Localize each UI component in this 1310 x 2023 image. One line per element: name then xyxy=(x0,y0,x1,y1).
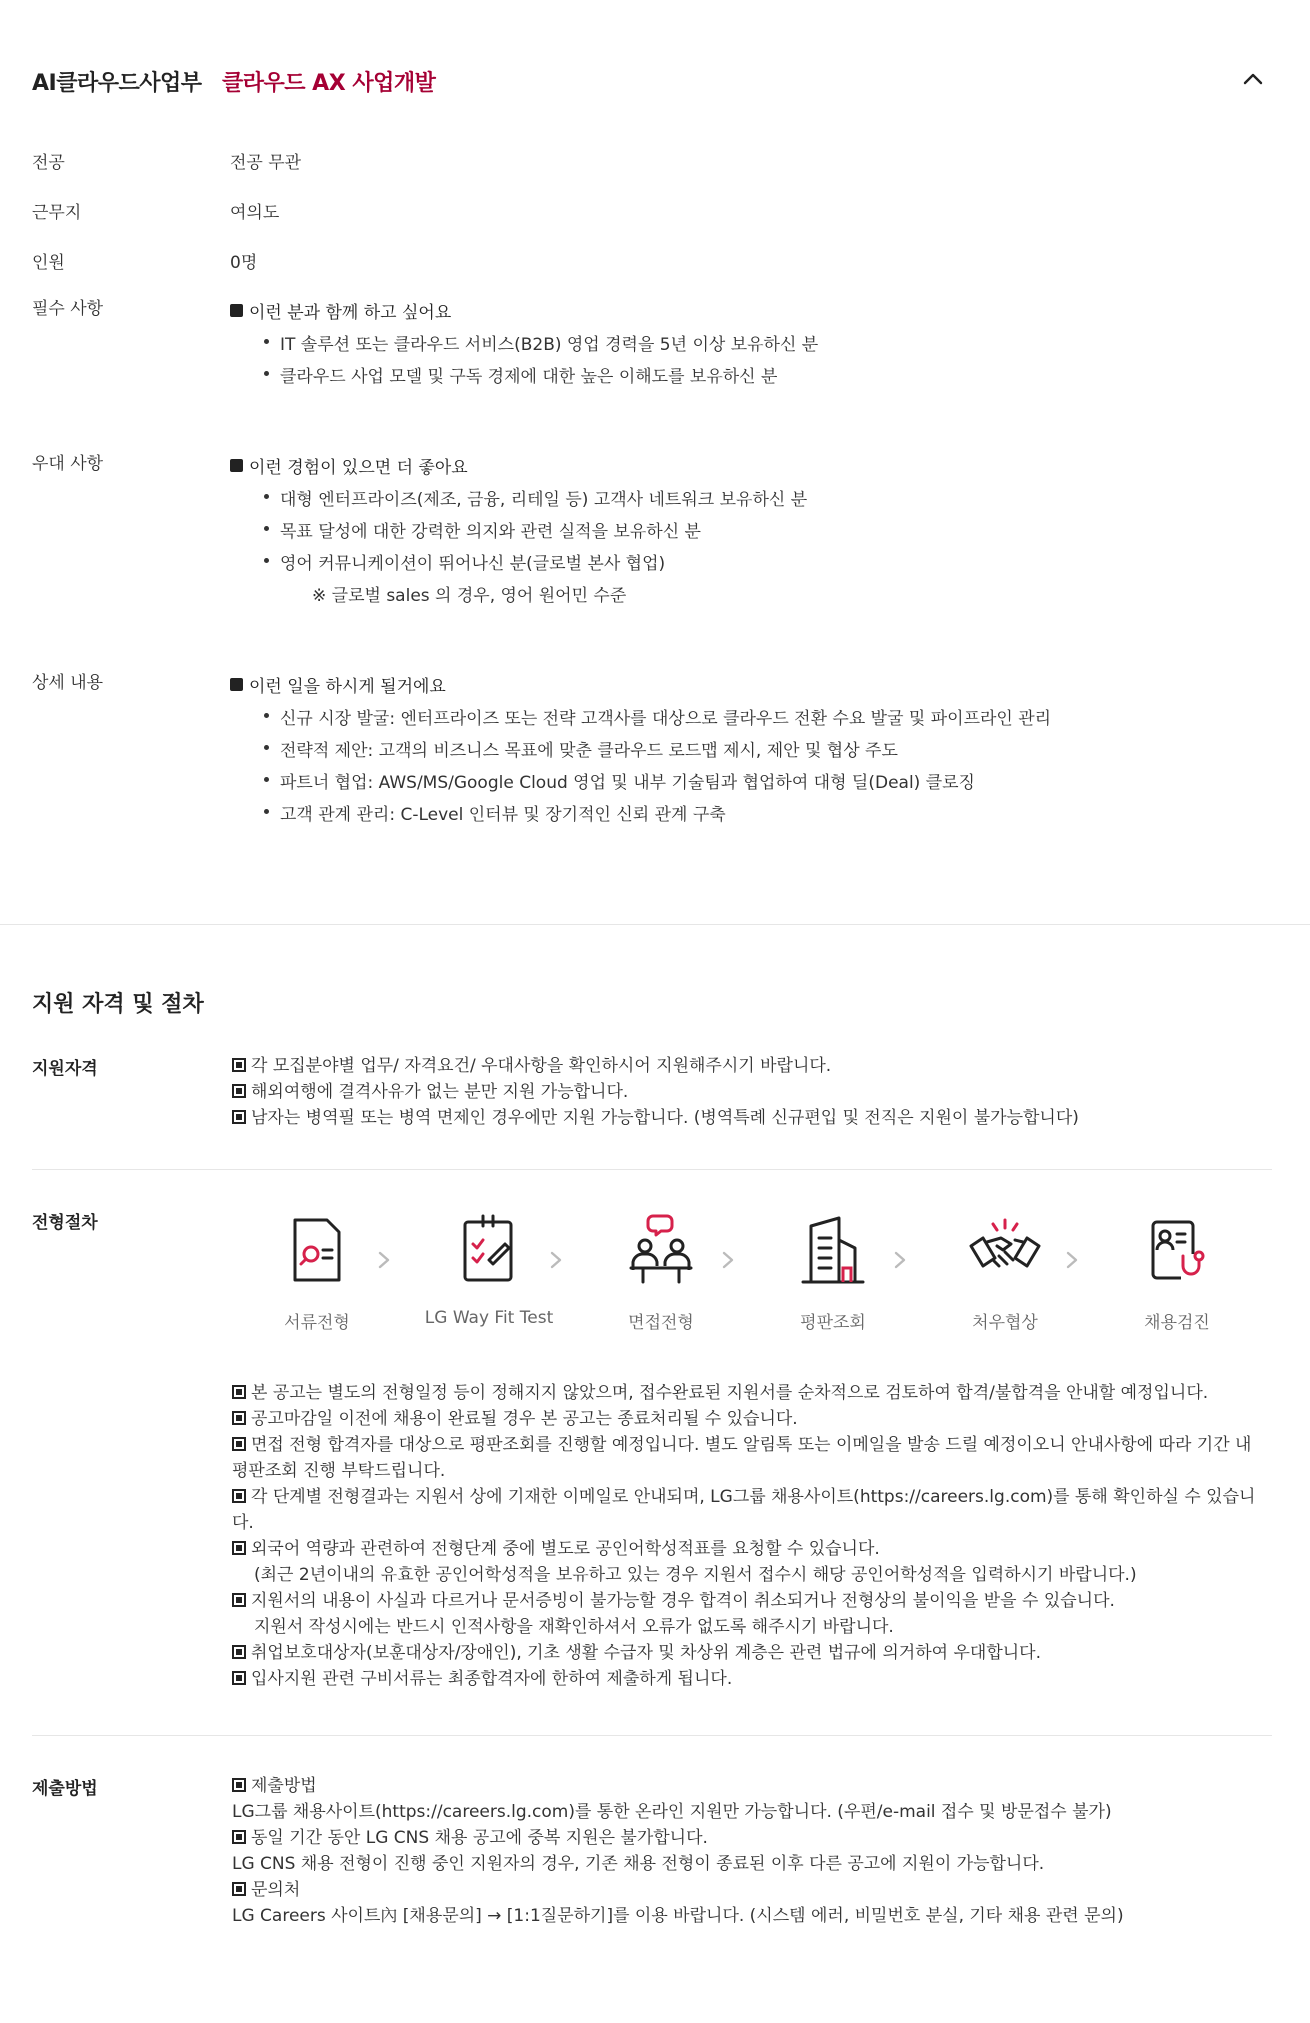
details-item: 파트너 협업: AWS/MS/Google Cloud 영업 및 내부 기술팀과 협업하여 대형 딜(Deal) 클로징 xyxy=(280,768,975,793)
process-notes xyxy=(232,1380,1272,1692)
details-item: 고객 관계 관리: C-Level 인터뷰 및 장기적인 신뢰 관계 구축 xyxy=(280,800,726,825)
building-icon xyxy=(793,1210,873,1290)
process-note xyxy=(232,1536,1272,1562)
details-title xyxy=(230,672,446,697)
checkbox-bullet-icon xyxy=(232,1541,246,1555)
checkbox-bullet-icon xyxy=(232,1058,246,1072)
eligibility-line-text: 각 모집분야별 업무/ 자격요건/ 우대사항을 확인하시어 지원해주시기 바랍니다. xyxy=(251,1056,832,1076)
chevron-right-icon xyxy=(546,1250,566,1270)
eligibility-line xyxy=(232,1053,1272,1079)
required-item: 클라우드 사업 모델 및 구독 경제에 대한 높은 이해도를 보유하신 분 xyxy=(280,362,777,387)
process-step-label: 처우협상 xyxy=(972,1313,1038,1333)
checkbox-bullet-icon xyxy=(232,1882,246,1896)
process-step xyxy=(1092,1210,1262,1333)
checkbox-bullet-icon xyxy=(232,1645,246,1659)
eligibility-text xyxy=(232,1053,1272,1131)
eligibility-line xyxy=(232,1079,1272,1105)
preferred-section xyxy=(32,449,1272,619)
document-search-icon xyxy=(277,1210,357,1290)
details-section xyxy=(32,668,1272,838)
location-label: 근무지 xyxy=(32,203,82,223)
submission-label: 제출방법 xyxy=(32,1779,98,1799)
submission-line xyxy=(232,1851,1272,1877)
process-note xyxy=(232,1380,1272,1406)
submission-line-text: 동일 기간 동안 LG CNS 채용 공고에 중복 지원은 불가합니다. xyxy=(251,1828,708,1848)
major-label: 전공 xyxy=(32,153,65,173)
chevron-up-icon xyxy=(1243,73,1263,85)
checkbox-bullet-icon xyxy=(232,1593,246,1607)
required-title xyxy=(230,298,451,323)
section-divider xyxy=(0,924,1310,925)
checkbox-bullet-icon xyxy=(232,1437,246,1451)
square-bullet-icon xyxy=(230,459,243,472)
checkbox-bullet-icon xyxy=(232,1385,246,1399)
section-title: 지원 자격 및 절차 xyxy=(32,992,204,1017)
process-step-label: 채용검진 xyxy=(1144,1313,1210,1333)
submission-text xyxy=(232,1773,1272,1929)
process-step xyxy=(748,1210,918,1333)
process-note xyxy=(232,1614,1272,1640)
preferred-item: 영어 커뮤니케이션이 뛰어나신 분(글로벌 본사 협업) xyxy=(280,549,665,574)
process-step-label: 서류전형 xyxy=(284,1313,350,1333)
job-department: AI클라우드사업부 xyxy=(32,71,202,96)
headcount-value: 0명 xyxy=(230,253,258,273)
submission-line-text: 문의처 xyxy=(251,1880,301,1900)
process-note xyxy=(232,1640,1272,1666)
process-note xyxy=(232,1406,1272,1432)
submission-line xyxy=(232,1903,1272,1929)
checkbox-bullet-icon xyxy=(232,1084,246,1098)
details-label: 상세 내용 xyxy=(32,673,104,693)
square-bullet-icon xyxy=(230,304,243,317)
process-step xyxy=(920,1210,1090,1333)
eligibility-label: 지원자격 xyxy=(32,1059,98,1079)
eligibility-line-text: 해외여행에 결격사유가 없는 분만 지원 가능합니다. xyxy=(251,1082,629,1102)
chevron-right-icon xyxy=(374,1250,394,1270)
headcount-label: 인원 xyxy=(32,253,65,273)
process-note-text: 외국어 역량과 관련하여 전형단계 중에 별도로 공인어학성적표를 요청할 수 있습니다. xyxy=(251,1539,880,1559)
process-note-text: 면접 전형 합격자를 대상으로 평판조회를 진행할 예정입니다. 별도 알림톡 또는 이메일을 발송 드릴 예정이오니 안내사항에 따라 기간 내 평판조회 진행 부탁드립니다. xyxy=(232,1435,1252,1481)
major-value: 전공 무관 xyxy=(230,153,302,173)
preferred-note: ※ 글로벌 sales 의 경우, 영어 원어민 수준 xyxy=(312,586,627,606)
eligibility-line xyxy=(232,1105,1272,1131)
details-title-text: 이런 일을 하시게 될거에요 xyxy=(249,677,446,697)
job-header xyxy=(32,66,1270,96)
preferred-title-text: 이런 경험이 있으면 더 좋아요 xyxy=(249,458,468,478)
process-label: 전형절차 xyxy=(32,1213,98,1233)
submission-line xyxy=(232,1799,1272,1825)
details-item: 신규 시장 발굴: 엔터프라이즈 또는 전략 고객사를 대상으로 클라우드 전환 수요 발굴 및 파이프라인 관리 xyxy=(280,704,1051,729)
required-label: 필수 사항 xyxy=(32,299,104,319)
checkbox-bullet-icon xyxy=(232,1489,246,1503)
test-checklist-icon xyxy=(449,1210,529,1290)
submission-line-text: LG Careers 사이트內 [채용문의] → [1:1질문하기]를 이용 바랍니다. (시스템 에러, 비밀번호 분실, 기타 채용 관련 문의) xyxy=(232,1906,1124,1926)
square-bullet-icon xyxy=(230,678,243,691)
process-note-text: 입사지원 관련 구비서류는 최종합격자에 한하여 제출하게 됩니다. xyxy=(251,1669,733,1689)
required-title-text: 이런 분과 함께 하고 싶어요 xyxy=(249,303,452,323)
process-note-text: 지원서의 내용이 사실과 다르거나 문서증빙이 불가능할 경우 합격이 취소되거나 전형상의 불이익을 받을 수 있습니다. xyxy=(251,1591,1115,1611)
submission-line xyxy=(232,1825,1272,1851)
process-note xyxy=(232,1666,1272,1692)
location-value: 여의도 xyxy=(230,203,280,223)
preferred-label: 우대 사항 xyxy=(32,454,104,474)
process-note-text: (최근 2년이내의 유효한 공인어학성적을 보유하고 있는 경우 지원서 접수시 해당 공인어학성적을 입력하시기 바랍니다.) xyxy=(254,1565,1137,1585)
chevron-right-icon xyxy=(718,1250,738,1270)
checkbox-bullet-icon xyxy=(232,1411,246,1425)
process-steps xyxy=(232,1210,1272,1340)
process-note xyxy=(232,1588,1272,1614)
process-note xyxy=(232,1562,1272,1588)
preferred-item: 목표 달성에 대한 강력한 의지와 관련 실적을 보유하신 분 xyxy=(280,517,701,542)
checkbox-bullet-icon xyxy=(232,1671,246,1685)
process-note-text: 본 공고는 별도의 전형일정 등이 정해지지 않았으며, 접수완료된 지원서를 순차적으로 검토하여 합격/불합격을 안내할 예정입니다. xyxy=(251,1383,1209,1403)
process-step xyxy=(576,1210,746,1333)
process-step-label: LG Way Fit Test xyxy=(424,1308,554,1328)
submission-line xyxy=(232,1877,1272,1903)
medical-check-icon xyxy=(1137,1210,1217,1290)
section-divider xyxy=(32,1735,1272,1736)
handshake-icon xyxy=(965,1210,1045,1290)
process-step-label: 면접전형 xyxy=(628,1313,694,1333)
process-note-text: 취업보호대상자(보훈대상자/장애인), 기초 생활 수급자 및 차상위 계층은 관련 법규에 의거하여 우대합니다. xyxy=(251,1643,1041,1663)
process-step xyxy=(232,1210,402,1333)
preferred-title xyxy=(230,453,468,478)
process-note-text: 공고마감일 이전에 채용이 완료될 경우 본 공고는 종료처리될 수 있습니다. xyxy=(251,1409,798,1429)
submission-line-text: 제출방법 xyxy=(251,1776,317,1796)
checkbox-bullet-icon xyxy=(232,1830,246,1844)
interview-icon xyxy=(621,1210,701,1290)
chevron-right-icon xyxy=(890,1250,910,1270)
process-note-text: 지원서 작성시에는 반드시 인적사항을 재확인하셔서 오류가 없도록 해주시기 바랍니다. xyxy=(254,1617,894,1637)
process-note-text: 각 단계별 전형결과는 지원서 상에 기재한 이메일로 안내되며, LG그룹 채용사이트(https://careers.lg.com)를 통해 확인하실 수 있습니다. xyxy=(232,1487,1256,1533)
submission-line xyxy=(232,1773,1272,1799)
details-item: 전략적 제안: 고객의 비즈니스 목표에 맞춘 클라우드 로드맵 제시, 제안 및 협상 주도 xyxy=(280,736,898,761)
required-item: IT 솔루션 또는 클라우드 서비스(B2B) 영업 경력을 5년 이상 보유하신 분 xyxy=(280,330,818,355)
checkbox-bullet-icon xyxy=(232,1110,246,1124)
chevron-right-icon xyxy=(1062,1250,1082,1270)
section-divider xyxy=(32,1169,1272,1170)
job-title: 클라우드 AX 사업개발 xyxy=(222,71,436,96)
submission-line-text: LG그룹 채용사이트(https://careers.lg.com)를 통한 온라인 지원만 가능합니다. (우편/e-mail 접수 및 방문접수 불가) xyxy=(232,1802,1112,1822)
collapse-button[interactable] xyxy=(1236,62,1270,96)
process-note xyxy=(232,1484,1272,1536)
eligibility-line-text: 남자는 병역필 또는 병역 면제인 경우에만 지원 가능합니다. (병역특례 신규편입 및 전직은 지원이 불가능합니다) xyxy=(251,1108,1079,1128)
checkbox-bullet-icon xyxy=(232,1778,246,1792)
preferred-item: 대형 엔터프라이즈(제조, 금융, 리테일 등) 고객사 네트워크 보유하신 분 xyxy=(280,485,807,510)
submission-line-text: LG CNS 채용 전형이 진행 중인 지원자의 경우, 기존 채용 전형이 종료된 이후 다른 공고에 지원이 가능합니다. xyxy=(232,1854,1045,1874)
process-note xyxy=(232,1432,1272,1484)
process-step-label: 평판조회 xyxy=(800,1313,866,1333)
required-section xyxy=(32,294,1272,414)
